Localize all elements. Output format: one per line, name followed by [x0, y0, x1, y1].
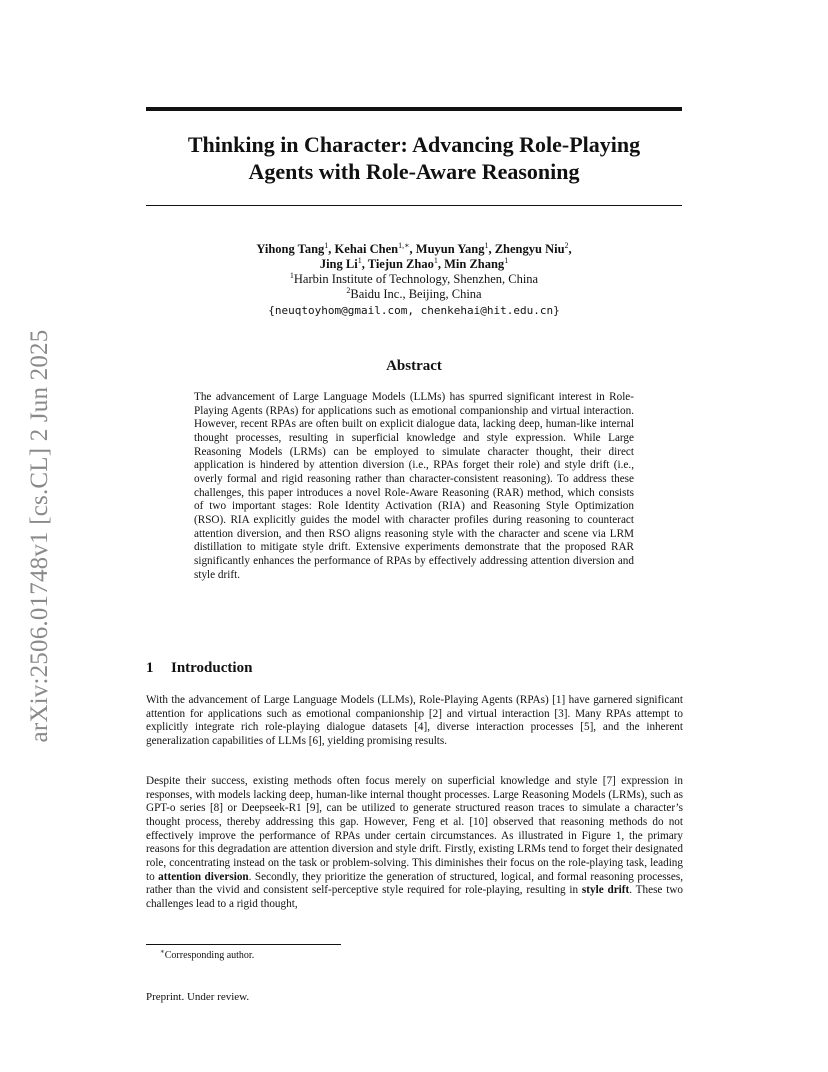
author-name: Tiejun Zhao [367, 257, 434, 271]
footnote [160, 949, 254, 962]
author-emails: {neuqtoyhom@gmail.com, chenkehai@hit.edu.cn} [268, 304, 560, 317]
paper-title [146, 131, 682, 185]
title-top-rule [146, 107, 682, 111]
author-name: Kehai Chen [334, 242, 399, 256]
author-name: Min Zhang [444, 257, 505, 271]
section-number: 1 [146, 660, 154, 676]
affiliation-name: Baidu Inc., Beijing, China [350, 287, 482, 301]
author-affiliation-mark: 1,∗ [398, 240, 410, 250]
author-name: Yihong Tang [256, 242, 325, 256]
footnote-marker: ∗ [160, 947, 165, 956]
paragraph-text: . Secondly, they prioritize the generation of structured, logical, and formal reasoning processes, rather than the vivid and consistent self-perceptive style required for role-playing, resulting in [146, 870, 684, 897]
abstract-text: The advancement of Large Language Models (LLMs) has spurred significant interest in Role-Playing Agents (RPAs) for applications such as emotional companionship and virtual interaction. However, recent RPAs are often built on explicit dialogue data, lacking deep, human-like internal thought processes, resulting in superficial knowledge and style expression. While Large Reasoning Models (LRMs) can be employed to simulate character thought, their direct application is hindered by attention diversion (i.e., RPAs forget their role) and style drift (i.e., overly formal and rigid reasoning rather than character-consistent reasoning). To address these challenges, this paper introduces a novel Role-Aware Reasoning (RAR) method, which consists of two important stages: Role Identity Activation (RIA) and Reasoning Style Optimization (RSO). RIA explicitly guides the model with character profiles during reasoning to counteract attention diversion, and then RSO aligns reasoning style with the character and scene via LRM distillation to mitigate style drift. Extensive experiments demonstrate that the proposed RAR significantly enhances the performance of RPAs by effectively addressing attention diversion and style drift. [194, 391, 634, 581]
affiliation-2 [146, 287, 682, 302]
emphasis-attention-diversion: attention diversion [158, 870, 249, 883]
author-names-line-1: Yihong Tang$^1$, Kehai Chen$^{1,∗}$, Muyun Yang$^1$, Zhengyu Niu$^2$, [256, 240, 572, 256]
title-line-2: Agents with Role-Aware Reasoning [248, 159, 580, 184]
affiliation-name: Harbin Institute of Technology, Shenzhen, China [293, 272, 539, 286]
author-affiliation-mark: 2 [564, 240, 569, 250]
affiliation-1 [146, 272, 682, 287]
footnote-rule [146, 944, 341, 945]
title-line-1: Thinking in Character: Advancing Role-Playing [187, 132, 641, 157]
author-affiliation-mark: 1 [357, 255, 362, 265]
author-name: Zhengyu Niu [494, 242, 565, 256]
author-names-line-2: Jing Li$^1$, Tiejun Zhao$^1$, Min Zhang$^1$ [319, 255, 509, 271]
section-title: Introduction [171, 660, 253, 676]
author-affiliation-mark: 1 [433, 255, 438, 265]
preprint-note: Preprint. Under review. [146, 991, 250, 1003]
author-affiliation-mark: 1 [484, 240, 489, 250]
footnote-text: Corresponding author. [164, 950, 255, 961]
introduction-paragraph-1: With the advancement of Large Language Models (LLMs), Role-Playing Agents (RPAs) [1] have garnered significant attention for applications such as emotional companionship [2] and virtual interaction [3]. Many RPAs attempt to explicitly integrate rich role-playing dialogue datasets [4], diverse interaction processes [5], and the inherent generalization capabilities of LLMs [6], yielding promising results. [146, 694, 683, 747]
author-affiliation-mark: 1 [324, 240, 329, 250]
affiliation-mark: 1 [289, 270, 294, 280]
author-name: Jing Li [319, 257, 358, 271]
paragraph-text: . These two challenges lead to a rigid thought, [146, 884, 683, 910]
author-block [146, 242, 682, 318]
paragraph-text: Despite their success, existing methods often focus merely on superficial knowledge and style [7] expression in responses, with models lacking deep, human-like internal thought processes. Large Reasoning Models (LRMs), such as GPT-o series [8] or Deepseek-R1 [9], can be utilized to generate structured reason traces to simulate a character’s thought process, thereby addressing this gap. However, Feng et al. [10] observed that reasoning methods do not effectively improve the performance of RPAs under certain circumstances. As illustrated in Figure 1, the primary reasons for this degradation are attention diversion and style drift. Firstly, existing LRMs tend to forget their designated role, concentrating instead on the task or problem-solving. This diminishes their focus on the role-playing task, leading to [146, 775, 683, 883]
abstract-heading: Abstract [386, 358, 442, 374]
section-heading-introduction [146, 659, 682, 677]
author-name: Muyun Yang [415, 242, 485, 256]
emphasis-style-drift: style drift [581, 884, 630, 897]
author-affiliation-mark: 1 [504, 255, 509, 265]
affiliation-mark: 2 [346, 285, 351, 295]
title-bottom-rule [146, 205, 682, 206]
arxiv-id: arXiv:2506.01748v1 [cs.CL] 2 Jun 2025 [26, 329, 53, 743]
introduction-paragraph-2 [146, 775, 683, 912]
